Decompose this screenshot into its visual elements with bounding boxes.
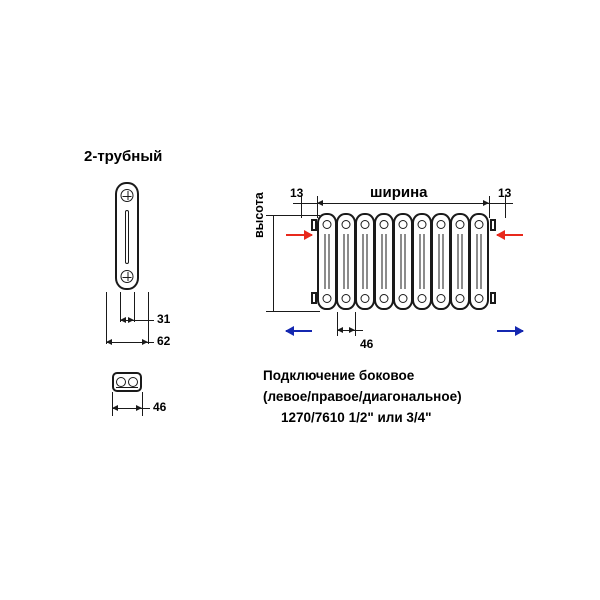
ext-line-pitch-right — [355, 312, 356, 336]
dim-value-46-left: 46 — [153, 400, 167, 414]
caption-line-1: Подключение боковое — [263, 368, 415, 383]
dim-line-width — [317, 203, 489, 204]
dim-value-31: 31 — [157, 312, 171, 326]
radiator-fin — [393, 213, 413, 310]
dim-value-pitch: 46 — [360, 337, 374, 351]
top-view-port-left-icon — [116, 377, 126, 387]
radiator-fin — [355, 213, 375, 310]
ext-line-left-46 — [112, 392, 113, 416]
dim-line-pitch — [337, 330, 355, 331]
dim-line-height — [273, 215, 274, 311]
dim-value-edge-left: 13 — [290, 186, 304, 200]
top-view-radiator — [112, 372, 142, 392]
dim-line-31 — [120, 320, 134, 321]
side-view-body-slot — [125, 210, 129, 264]
dim-leader-31 — [134, 320, 154, 321]
dim-value-62: 62 — [157, 334, 171, 348]
side-view-bottom-port-icon — [121, 270, 134, 283]
dim-value-edge-right: 13 — [498, 186, 512, 200]
top-view-port-right-icon — [128, 377, 138, 387]
ext-line-height-bottom — [266, 311, 320, 312]
ext-line-right-46 — [142, 392, 143, 416]
radiator-fin — [412, 213, 432, 310]
ext-line-height-top — [266, 215, 320, 216]
dim-line-62 — [106, 342, 148, 343]
side-view-radiator — [115, 182, 139, 290]
dim-label-width: ширина — [370, 184, 428, 201]
return-arrow-left — [286, 330, 312, 332]
radiator-fin — [469, 213, 489, 310]
connection-stub-bottom-right — [490, 292, 496, 304]
ext-line-right-62 — [148, 292, 149, 344]
ext-line-mid-31 — [134, 292, 135, 322]
front-view-radiator — [317, 213, 488, 310]
radiator-fin — [431, 213, 451, 310]
connection-stub-bottom-left — [311, 292, 317, 304]
caption-line-2: (левое/правое/диагональное) — [263, 389, 462, 404]
dim-line-46-left — [112, 408, 142, 409]
radiator-fin — [450, 213, 470, 310]
dim-line-edge-left — [293, 203, 317, 204]
return-arrow-right — [497, 330, 523, 332]
radiator-fin — [374, 213, 394, 310]
ext-line-left-62 — [106, 292, 107, 344]
ext-line-width-right — [489, 196, 490, 218]
radiator-fin — [317, 213, 337, 310]
dim-line-edge-right — [489, 203, 513, 204]
dim-label-height: высота — [252, 192, 266, 238]
dim-leader-46-left — [142, 408, 150, 409]
left-section-title: 2-трубный — [84, 148, 163, 165]
supply-arrow-left — [286, 234, 312, 236]
dim-leader-62 — [148, 342, 154, 343]
side-view-top-port-icon — [121, 189, 134, 202]
radiator-fin — [336, 213, 356, 310]
caption-line-3: 1270/7610 1/2" или 3/4" — [281, 410, 432, 425]
dim-leader-pitch — [355, 330, 363, 331]
supply-arrow-right — [497, 234, 523, 236]
top-view-divider — [116, 387, 138, 388]
